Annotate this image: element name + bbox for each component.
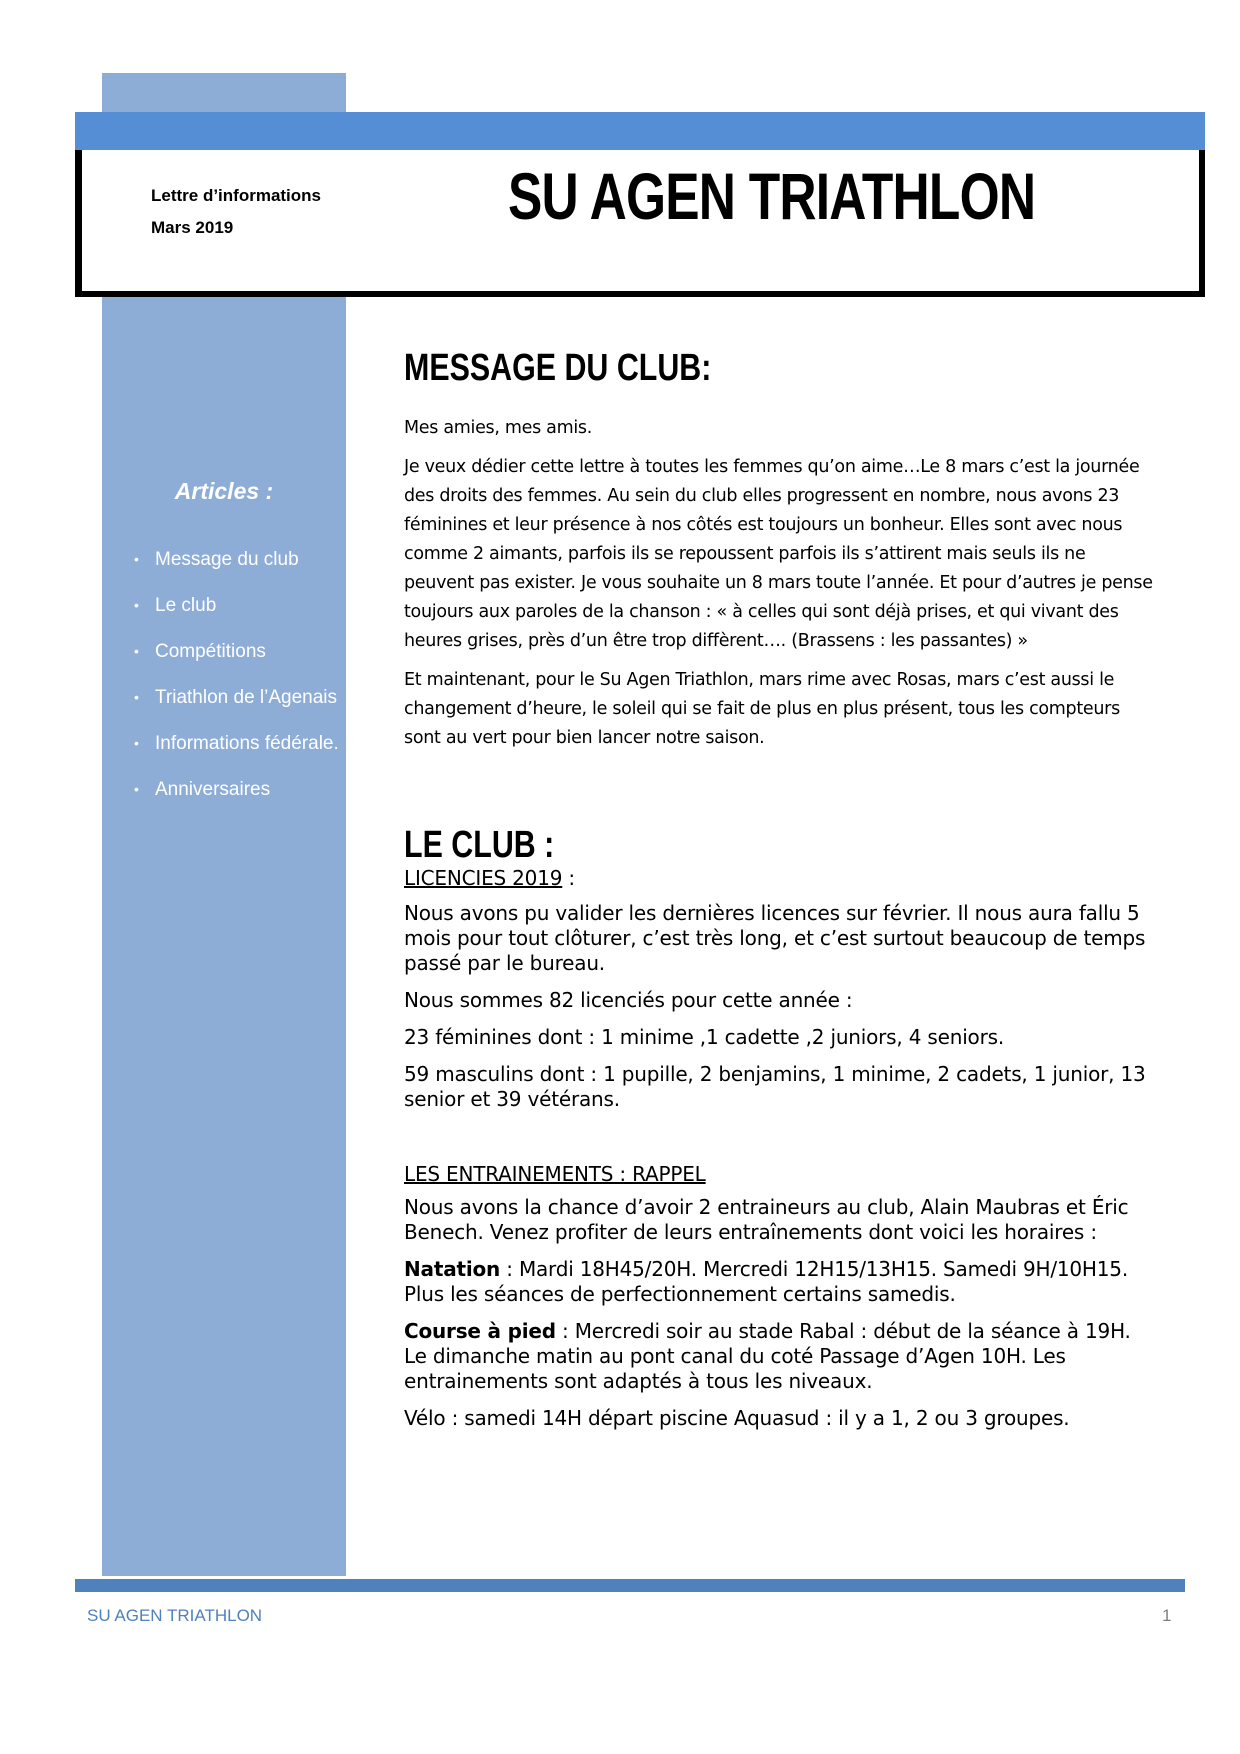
message-paragraph-2: Et maintenant, pour le Su Agen Triathlon, mars rime avec Rosas, mars c’est aussi le changement d’heure, le soleil qui se fait de plus en plus présent, tous les compteurs sont au vert pour bien lancer notre saison. xyxy=(404,670,1120,748)
bullet-icon: • xyxy=(134,597,139,613)
bullet-icon: • xyxy=(134,735,139,751)
bullet-icon: • xyxy=(134,781,139,797)
sidebar-item-informations-federale[interactable] xyxy=(132,732,342,755)
entrainements-section xyxy=(404,1162,1154,1431)
sidebar-item-label: Anniversaires xyxy=(155,779,271,800)
section-heading-club: LE CLUB : xyxy=(404,824,555,866)
footer-title: SU AGEN TRIATHLON xyxy=(87,1606,263,1625)
licencies-paragraph: Nous avons pu valider les dernières licences sur février. Il nous aura fallu 5 mois pour tout clôturer, c’est très long, et c’est surtout beaucoup de temps passé par le bureau. xyxy=(404,901,1146,975)
licencies-subheading: LICENCIES 2019 xyxy=(404,866,563,890)
natation-label: Natation xyxy=(404,1257,501,1281)
sidebar-item-label: Compétitions xyxy=(155,641,266,662)
bullet-icon: • xyxy=(134,689,139,705)
velo-schedule: Vélo : samedi 14H départ piscine Aquasud : il y a 1, 2 ou 3 groupes. xyxy=(404,1406,1070,1430)
bullet-icon: • xyxy=(134,551,139,567)
natation-schedule: : Mardi 18H45/20H. Mercredi 12H15/13H15. Samedi 9H/10H15. Plus les séances de perfectionnement certains samedis. xyxy=(404,1257,1128,1306)
course-schedule: : Mercredi soir au stade Rabal : début de la séance à 19H. Le dimanche matin au pont canal du coté Passage d’Agen 10H. Les entrainements sont adaptés à tous les niveaux. xyxy=(404,1319,1131,1393)
page-number: 1 xyxy=(1162,1606,1172,1625)
licencies-section xyxy=(404,866,1154,1112)
message-paragraph-1: Je veux dédier cette lettre à toutes les femmes qu’on aime…Le 8 mars c’est la journée des droits des femmes. Au sein du club elles progressent en nombre, nous avons 23 féminines et leur présence à nos côtés est toujours un bonheur. Elles sont avec nous comme 2 aimants, parfois ils se repoussent parfois ils s’attirent mais seuls ils ne peuvent pas exister. Je vous souhaite un 8 mars toute l’année. Et pour d’autres je pense toujours aux paroles de la chanson : « à celles qui sont déjà prises, et qui vivant des heures grises, près d’un être trop diffèrent…. (Brassens : les passantes) » xyxy=(404,457,1153,651)
sidebar-title: Articles : xyxy=(174,478,274,504)
sidebar-item-le-club[interactable] xyxy=(132,594,342,617)
licencies-subheading-suffix: : xyxy=(562,866,575,890)
sidebar-item-label: Informations fédérale. xyxy=(155,733,339,754)
licencies-feminines: 23 féminines dont : 1 minime ,1 cadette ,2 juniors, 4 seniors. xyxy=(404,1025,1004,1049)
sidebar-item-label: Message du club xyxy=(155,549,299,570)
licencies-total: Nous sommes 82 licenciés pour cette année : xyxy=(404,988,853,1012)
sidebar-item-label: Le club xyxy=(155,595,217,616)
page-title: SU AGEN TRIATHLON xyxy=(508,159,1036,233)
licencies-masculins: 59 masculins dont : 1 pupille, 2 benjamins, 1 minime, 2 cadets, 1 junior, 13 senior et 39 vétérans. xyxy=(404,1062,1146,1111)
footer-accent-bar xyxy=(75,1579,1185,1592)
header-accent-bar xyxy=(75,112,1205,150)
newsletter-kicker: Lettre d’informations xyxy=(151,186,322,205)
newsletter-date: Mars 2019 xyxy=(151,218,234,237)
entrainements-intro: Nous avons la chance d’avoir 2 entraineurs au club, Alain Maubras et Éric Benech. Venez profiter de leurs entraînements dont voici les horaires : xyxy=(404,1195,1129,1244)
greeting: Mes amies, mes amis. xyxy=(404,418,592,438)
section-heading-message: MESSAGE DU CLUB: xyxy=(404,347,712,389)
sidebar-item-triathlon-agenais[interactable] xyxy=(132,686,342,709)
entrainements-subheading: LES ENTRAINEMENTS : RAPPEL xyxy=(404,1162,706,1186)
sidebar-item-message-du-club[interactable] xyxy=(132,548,342,571)
bullet-icon: • xyxy=(134,643,139,659)
sidebar-item-competitions[interactable] xyxy=(132,640,342,663)
sidebar-item-anniversaires[interactable] xyxy=(132,778,342,801)
course-label: Course à pied xyxy=(404,1319,556,1343)
articles-list xyxy=(132,548,342,824)
sidebar-item-label: Triathlon de l’Agenais xyxy=(155,687,338,708)
message-section xyxy=(404,414,1154,753)
sidebar-top-block xyxy=(102,73,346,113)
